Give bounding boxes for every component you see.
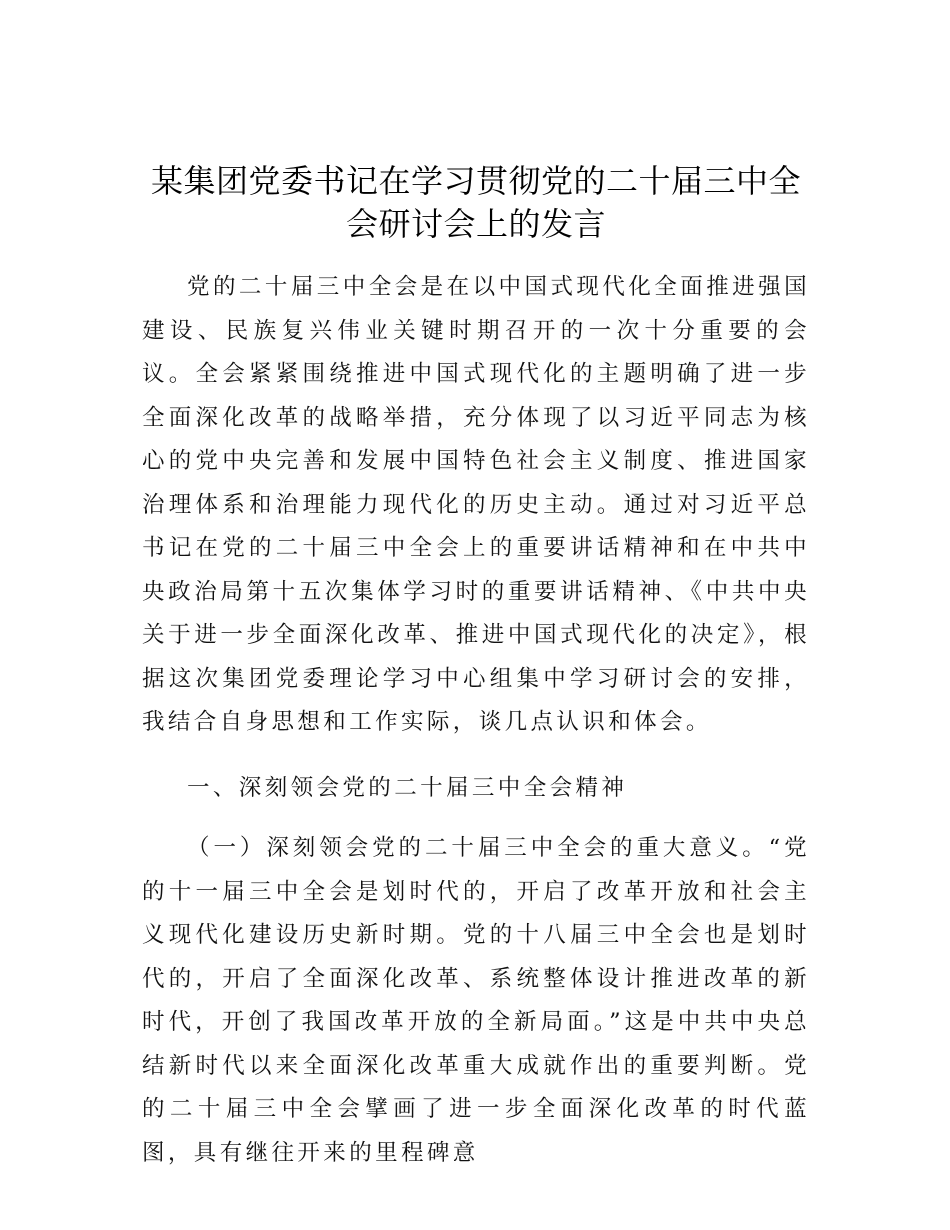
document-body [142, 266, 810, 1175]
title-line-2: 会研讨会上的发言 [345, 205, 606, 243]
title-line-1: 某集团党委书记在学习贯彻党的二十届三中全 [150, 162, 801, 200]
subsection-paragraph-1: （一）深刻领会党的二十届三中全会的重大意义。“党的十一届三中全会是划时代的，开启了改革开放和社会主义现代化建设历史新时期。党的十八届三中全会也是划时代的，开启了全面深化改革、系统整体设计推进改革的新时代，开创了我国改革开放的全新局面。”这是中共中央总结新时代以来全面深化改革重大成就作出的重要判断。党的二十届三中全会擘画了进一步全面深化改革的时代蓝图，具有继往开来的里程碑意 [142, 835, 810, 1166]
document-title [126, 160, 826, 246]
document-page [142, 160, 810, 1175]
intro-paragraph: 党的二十届三中全会是在以中国式现代化全面推进强国建设、民族复兴伟业关键时期召开的一次十分重要的会议。全会紧紧围绕推进中国式现代化的主题明确了进一步全面深化改革的战略举措，充分体现了以习近平同志为核心的党中央完善和发展中国特色社会主义制度、推进国家治理体系和治理能力现代化的历史主动。通过对习近平总书记在党的二十届三中全会上的重要讲话精神和在中共中央政治局第十五次集体学习时的重要讲话精神、《中共中央关于进一步全面深化改革、推进中国式现代化的决定》，根据这次集团党委理论学习中心组集中学习研讨会的安排，我结合自身思想和工作实际，谈几点认识和体会。 [142, 274, 810, 735]
section-heading-1: 一、深刻领会党的二十届三中全会精神 [187, 774, 628, 801]
